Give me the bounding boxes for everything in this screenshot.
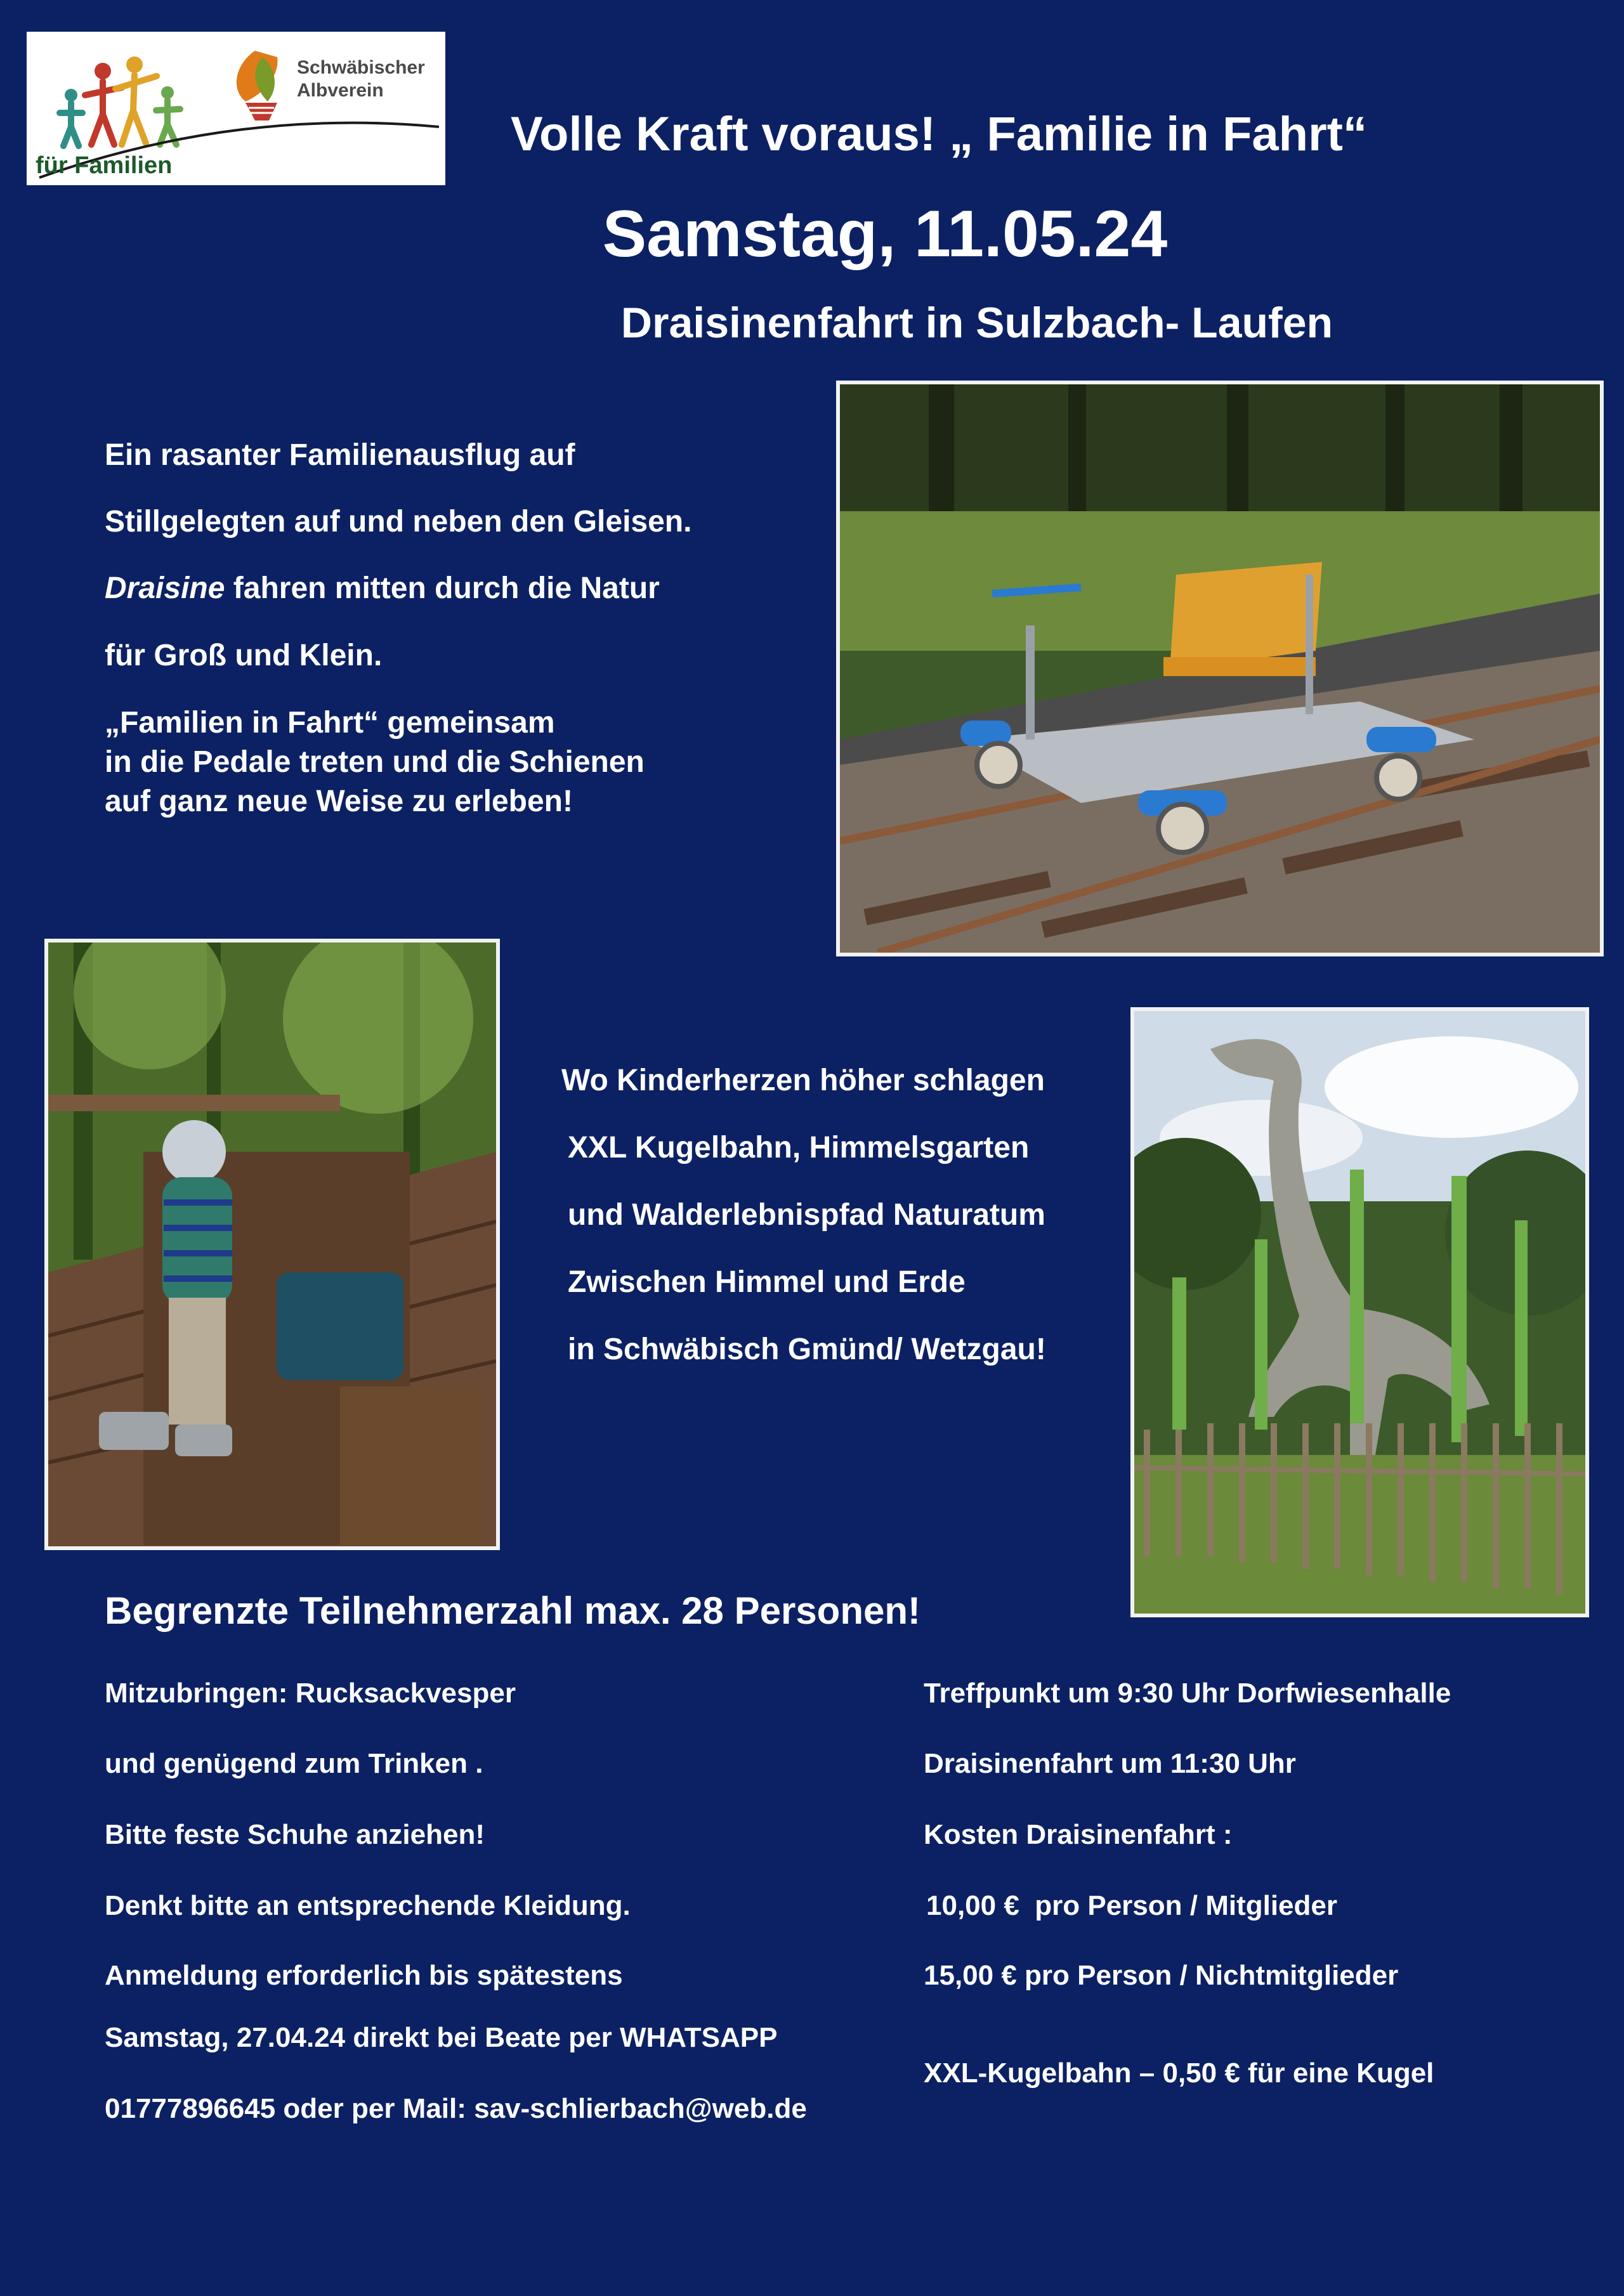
logo-org-line2: Albverein: [297, 80, 384, 101]
middle-line-4: Zwischen Himmel und Erde: [568, 1265, 966, 1299]
intro-line-1: Ein rasanter Familienausflug auf: [105, 438, 575, 472]
intro-line-2: Stillgelegten auf und neben den Gleisen.: [105, 505, 692, 538]
event-subtitle: Draisinenfahrt in Sulzbach- Laufen: [620, 299, 1333, 347]
intro-line-3: [105, 571, 660, 606]
middle-line-2: XXL Kugelbahn, Himmelsgarten: [568, 1131, 1030, 1164]
middle-line-1: Wo Kinderherzen höher schlagen: [561, 1064, 1045, 1097]
left-info-line-5: Anmeldung erforderlich bis spätestens: [105, 1960, 623, 1991]
left-info-line-2: und genügend zum Trinken .: [105, 1748, 483, 1779]
intro-line-5: „Familien in Fahrt“ gemeinsam: [105, 706, 555, 740]
intro-line-4: für Groß und Klein.: [105, 639, 383, 672]
photo-draisine: [836, 381, 1604, 956]
event-date: Samstag, 11.05.24: [602, 197, 1168, 271]
right-info-line-2: Draisinenfahrt um 11:30 Uhr: [924, 1748, 1296, 1779]
logo-families-label: für Familien: [36, 152, 173, 179]
left-info-line-1: Mitzubringen: Rucksackvesper: [105, 1678, 516, 1709]
participant-limit: Begrenzte Teilnehmerzahl max. 28 Personen!: [105, 1589, 920, 1632]
albverein-leaf-icon: [237, 51, 278, 121]
left-info-line-3: Bitte feste Schuhe anziehen!: [105, 1819, 485, 1850]
right-info-line-6: XXL-Kugelbahn – 0,50 € für eine Kugel: [924, 2058, 1434, 2089]
intro-line-6: in die Pedale treten und die Schienen: [105, 745, 645, 779]
middle-line-3: und Walderlebnispfad Naturatum: [568, 1198, 1045, 1232]
logo-org-line1: Schwäbischer: [297, 57, 425, 78]
intro-line-3-rest: fahren mitten durch die Natur: [225, 571, 660, 605]
left-info-line-4: Denkt bitte an entsprechende Kleidung.: [105, 1890, 631, 1921]
right-info-line-1: Treffpunkt um 9:30 Uhr Dorfwiesenhalle: [924, 1678, 1451, 1709]
intro-line-7: auf ganz neue Weise zu erleben!: [105, 785, 573, 818]
left-info-line-6: Samstag, 27.04.24 direkt bei Beate per WHATSAPP: [105, 2022, 778, 2053]
left-info-line-7: 01777896645 oder per Mail: sav-schlierbach@web.de: [105, 2093, 807, 2124]
right-info-line-4: 10,00 € pro Person / Mitglieder: [926, 1890, 1337, 1921]
intro-draisine-word: Draisine: [105, 571, 225, 605]
page-title: Volle Kraft voraus! „ Familie in Fahrt“: [511, 107, 1367, 161]
right-info-line-3: Kosten Draisinenfahrt :: [924, 1819, 1233, 1850]
right-info-line-5: 15,00 € pro Person / Nichtmitglieder: [924, 1960, 1399, 1991]
photo-dinosaur: [1130, 1007, 1589, 1617]
middle-line-5: in Schwäbisch Gmünd/ Wetzgau!: [568, 1333, 1046, 1366]
photo-marble-run: [44, 939, 500, 1550]
